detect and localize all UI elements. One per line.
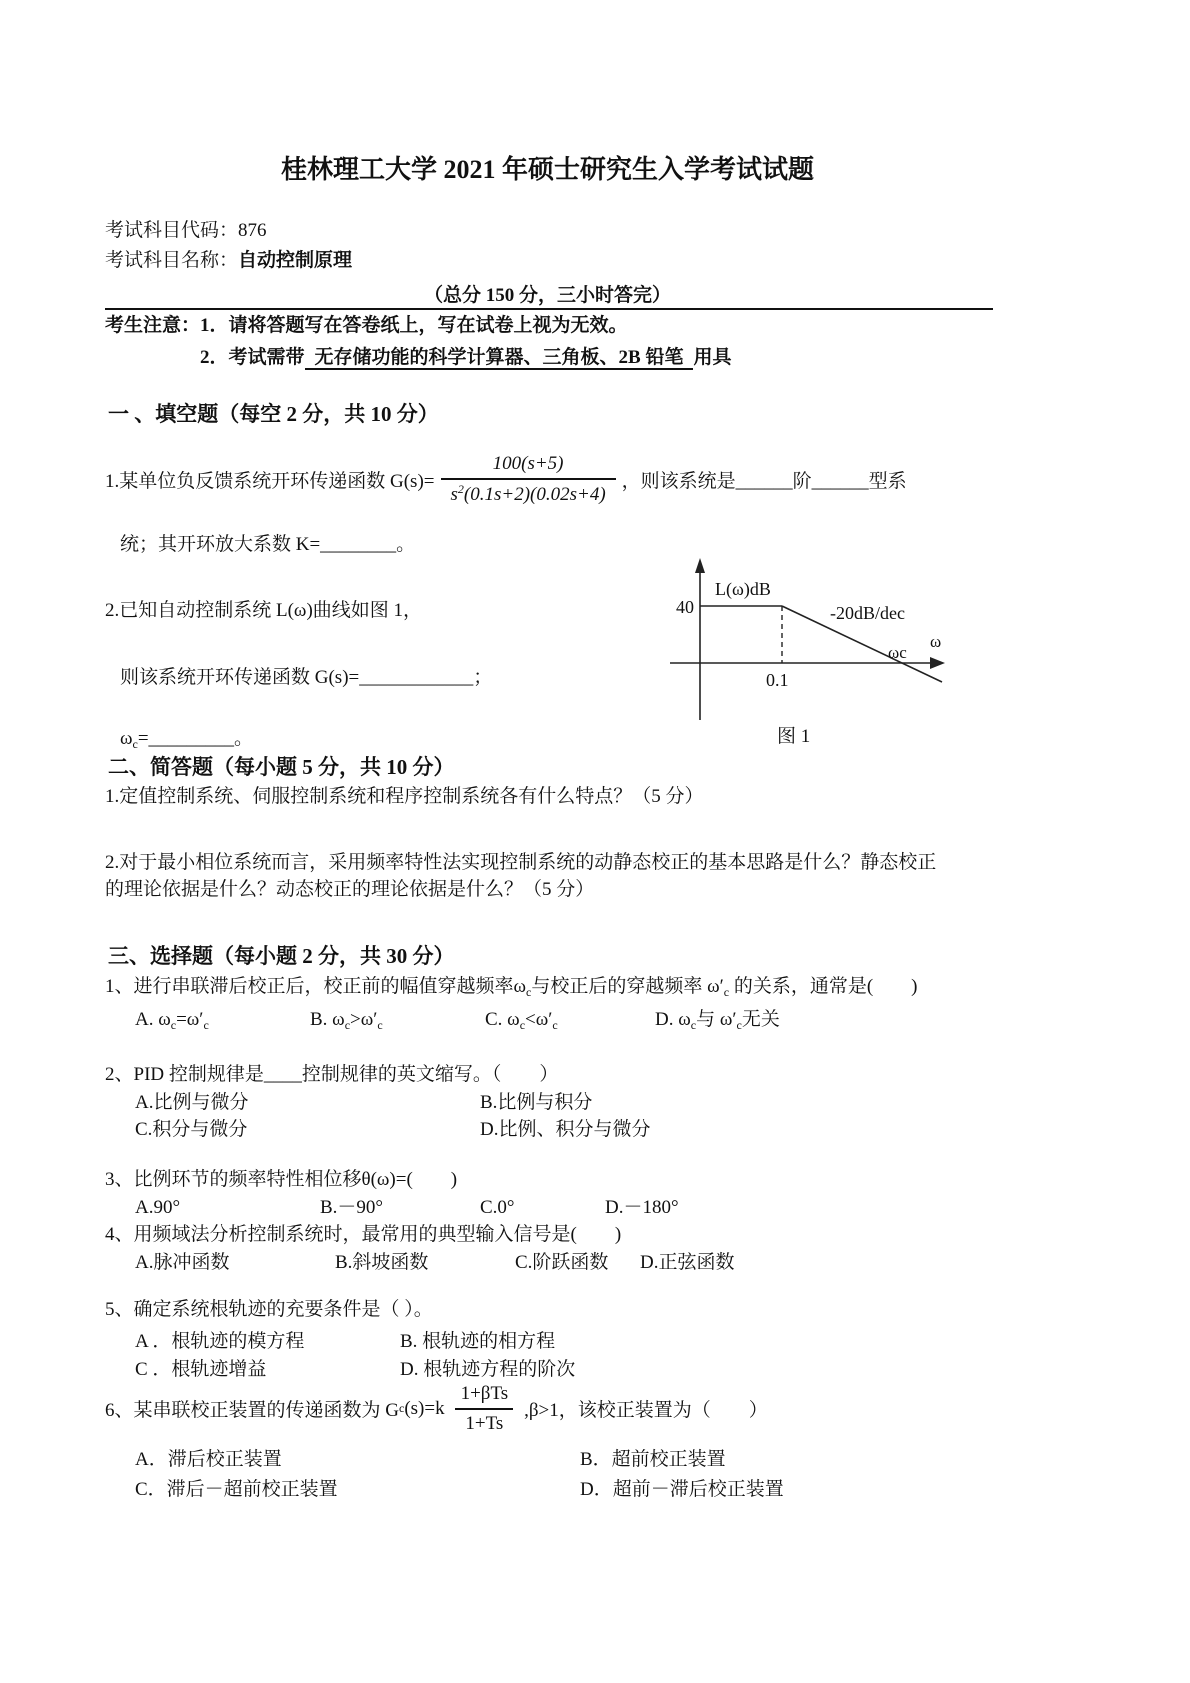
s3-q6-frac-numerator: 1+βTs xyxy=(460,1383,509,1404)
section2-heading: 二、简答题（每小题 5 分，共 10 分） xyxy=(108,755,455,779)
s1-q1-lead: 1.某单位负反馈系统开环传递函数 G(s)= xyxy=(105,470,435,492)
s3-q6-frac-denominator: 1+Ts xyxy=(455,1408,513,1438)
s3-q4-option-c: C.阶跃函数 xyxy=(515,1252,609,1273)
s3-q6-stem: 6、某串联校正装置的传递函数为 G c (s)=k $\frac{\text{1+βTs}}{1+Ts}$ ,β>1，该校正装置为（ ） xyxy=(105,1380,768,1437)
s2-q2-line1: 2.对于最小相位系统而言，采用频率特性法实现控制系统的动静态校正的基本思路是什么？静态校正 xyxy=(105,852,937,873)
s3-q1-option-d: D. $\omega_c$与 $\omega'_c$无关 xyxy=(655,1009,780,1032)
figure1-y-axis-label: L(ω)dB xyxy=(715,579,771,599)
s3-q6-fraction xyxy=(451,1380,519,1437)
subject-code-value: 876 xyxy=(238,220,267,241)
s3-q5-option-d: D. 根轨迹方程的阶次 xyxy=(400,1359,576,1380)
notice-line-2-prefix: 2．考试需带 xyxy=(200,347,305,368)
s3-q4-stem: 4、用频域法分析控制系统时，最常用的典型输入信号是( ) xyxy=(105,1224,622,1245)
figure1-x-axis-label: ω xyxy=(930,632,942,651)
figure1-gain-value: 40 xyxy=(676,597,694,617)
section1-heading: 一 、填空题（每空 2 分，共 10 分） xyxy=(108,402,439,426)
s3-q2-option-b: B.比例与积分 xyxy=(480,1092,593,1113)
s3-q4-option-b: B.斜坡函数 xyxy=(335,1252,429,1273)
s2-q1: 1.定值控制系统、伺服控制系统和程序控制系统各有什么特点？（5 分） xyxy=(105,786,704,807)
s1-q1-frac-denominator: $s^2(0.1s+2)(0.02s+4)$ xyxy=(441,478,616,509)
s3-q5-stem: 5、确定系统根轨迹的充要条件是（ ）。 xyxy=(105,1299,433,1320)
figure1-bode-plot xyxy=(640,553,960,753)
s3-q6-option-c: C．滞后－超前校正装置 xyxy=(135,1479,338,1500)
subject-name-line xyxy=(105,248,352,274)
s1-q2-line3: $\omega_c=\_\_\_\_\_\_\_\_\_$。 xyxy=(120,728,254,751)
figure1-x-axis-arrow-icon xyxy=(930,657,945,669)
header-divider xyxy=(105,308,993,310)
total-score-note: （总分 150 分，三小时答完） xyxy=(423,285,671,306)
notice-line-2 xyxy=(200,345,731,371)
figure1-caption: 图 1 xyxy=(777,726,811,747)
s2-q2-line2: 的理论依据是什么？动态校正的理论依据是什么？（5 分） xyxy=(105,879,595,900)
s3-q2-option-a: A.比例与微分 xyxy=(135,1092,249,1113)
page-title: 桂林理工大学 2021 年硕士研究生入学考试试题 xyxy=(280,155,814,184)
s3-q5-option-c: C ．根轨迹增益 xyxy=(135,1359,267,1380)
s3-q5-option-a: A ．根轨迹的模方程 xyxy=(135,1331,305,1352)
s3-q1-option-c: C. $\omega_c<\omega'_c$ xyxy=(485,1009,558,1032)
s1-q2-line1: 2.已知自动控制系统 L(ω)曲线如图 1， xyxy=(105,600,423,621)
s3-q6-option-b: B．超前校正装置 xyxy=(580,1449,726,1470)
s3-q3-option-d: D.－180° xyxy=(605,1197,679,1218)
s3-q6-option-d: D．超前－滞后校正装置 xyxy=(580,1479,784,1500)
s3-q3-option-c: C.0° xyxy=(480,1197,515,1218)
s3-q2-option-c: C.积分与微分 xyxy=(135,1119,248,1140)
notice-required-items: 无存储功能的科学计算器、三角板、2B 铅笔 xyxy=(305,347,694,370)
s3-q3-stem: 3、比例环节的频率特性相位移θ(ω)=( ) xyxy=(105,1169,458,1190)
s3-q1-stem: 1、进行串联滞后校正后，校正前的幅值穿越频率$\omega_c$与校正后的穿越频率 $\omega'_c$ 的关系，通常是( ) xyxy=(105,976,918,999)
s3-q4-option-a: A.脉冲函数 xyxy=(135,1252,230,1273)
subject-name-label: 考试科目名称： xyxy=(105,250,239,271)
subject-name-value: 自动控制原理 xyxy=(238,250,353,271)
s1-q1-tail: ，则该系统是______阶______型系 xyxy=(621,470,907,492)
s1-q1-line2: 统；其开环放大系数 K=________。 xyxy=(120,534,416,555)
s1-q1-frac-numerator: 100(s+5) xyxy=(492,453,564,474)
section3-heading: 三、选择题（每小题 2 分，共 30 分） xyxy=(108,944,455,968)
s3-q6-option-a: A．滞后校正装置 xyxy=(135,1449,282,1470)
s3-q1-option-b: B. $\omega_c>\omega'_c$ xyxy=(310,1009,383,1032)
subject-code-line xyxy=(105,218,267,244)
s3-q4-option-d: D.正弦函数 xyxy=(640,1252,735,1273)
notice-line-1: 考生注意：1．请将答题写在答卷纸上，写在试卷上视为无效。 xyxy=(105,315,628,336)
figure1-crossover-label: ωc xyxy=(888,643,907,662)
notice-line-2-suffix: 用具 xyxy=(693,347,732,368)
figure1-corner-freq-label: 0.1 xyxy=(766,670,789,690)
s3-q2-stem: 2、PID 控制规律是____控制规律的英文缩写。（ ） xyxy=(105,1064,559,1085)
s3-q5-option-b: B. 根轨迹的相方程 xyxy=(400,1331,556,1352)
s3-q3-option-a: A.90° xyxy=(135,1197,181,1218)
figure1-slope-label: -20dB/dec xyxy=(830,603,905,623)
s1-q1-row xyxy=(105,450,907,508)
s3-q2-option-d: D.比例、积分与微分 xyxy=(480,1119,651,1140)
s3-q1-option-a: A. $\omega_c=\omega'_c$ xyxy=(135,1009,209,1032)
subject-code-label: 考试科目代码： xyxy=(105,220,239,241)
s1-q1-fraction xyxy=(441,450,616,508)
figure1-y-axis-arrow-icon xyxy=(695,558,705,573)
s1-q2-line2: 则该系统开环传递函数 G(s)=____________； xyxy=(120,667,493,688)
s3-q3-option-b: B.－90° xyxy=(320,1197,384,1218)
